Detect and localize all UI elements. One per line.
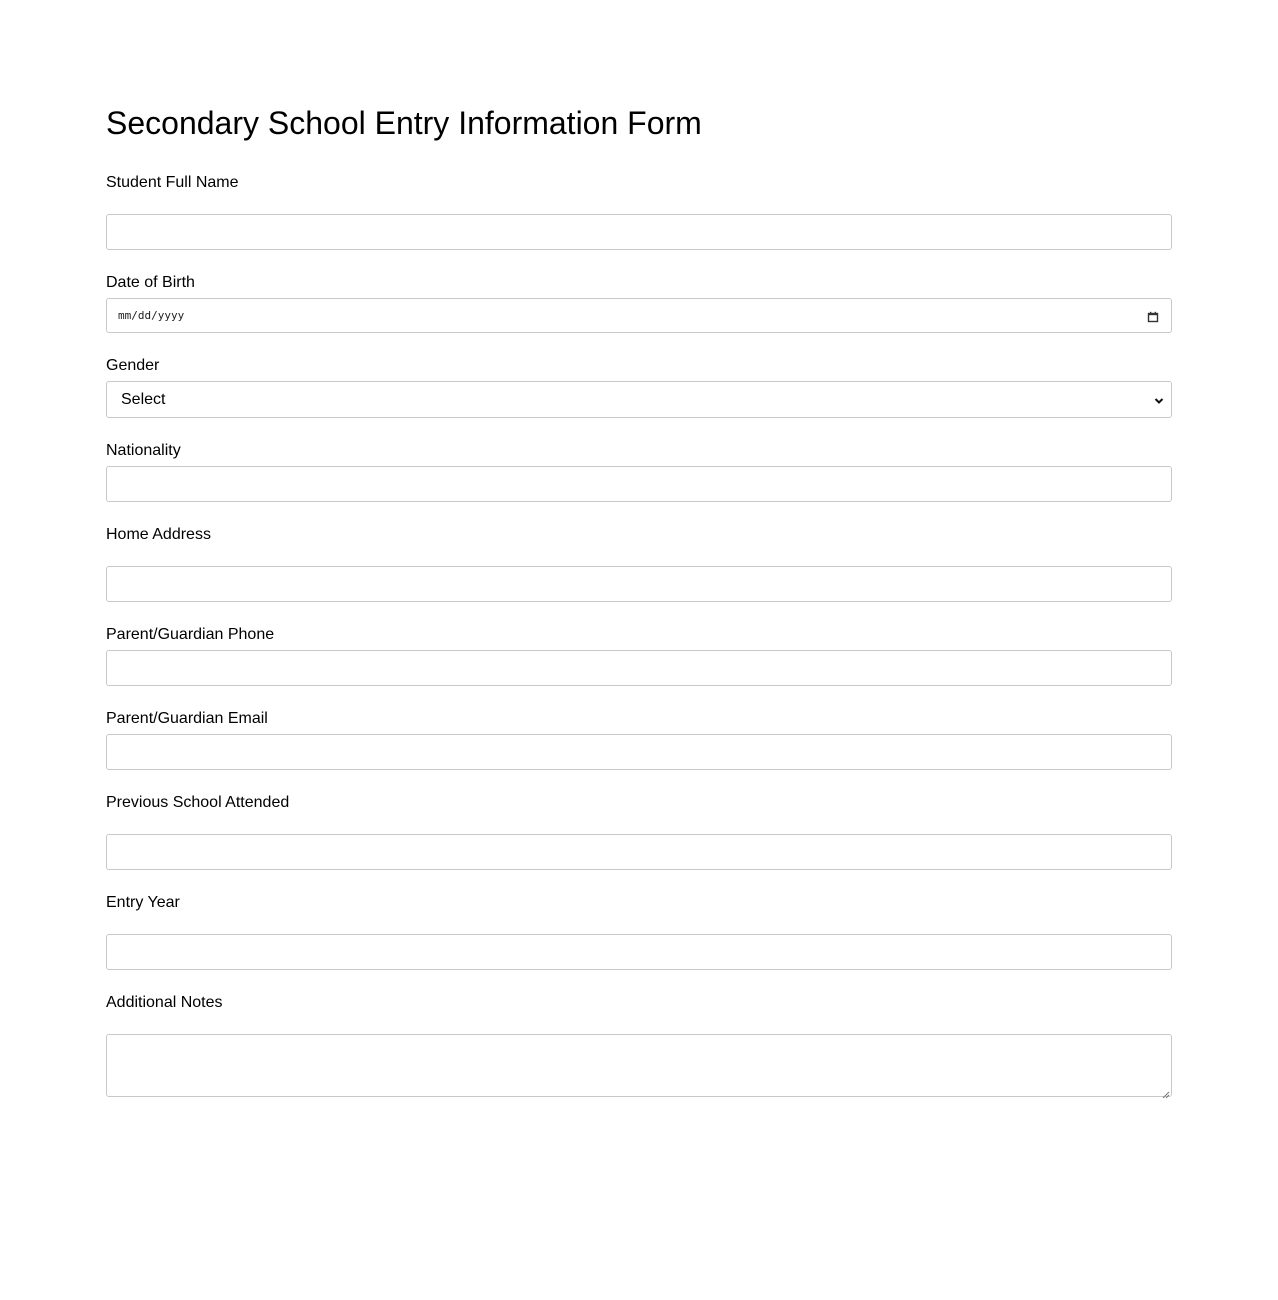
page-title: Secondary School Entry Information Form — [106, 105, 702, 141]
parent-email-input[interactable] — [106, 734, 1172, 770]
parent-phone-label: Parent/Guardian Phone — [106, 626, 275, 643]
home-address-label: Home Address — [106, 526, 211, 543]
student-full-name-label: Student Full Name — [106, 174, 239, 191]
date-of-birth-label: Date of Birth — [106, 274, 195, 291]
student-full-name-input[interactable] — [106, 214, 1172, 250]
date-placeholder: mm/dd/yyyy — [118, 309, 185, 322]
parent-phone-input[interactable] — [106, 650, 1172, 686]
home-address-input[interactable] — [106, 566, 1172, 602]
parent-email-label: Parent/Guardian Email — [106, 710, 268, 727]
resize-grip-icon[interactable] — [1161, 1086, 1170, 1095]
date-of-birth-input[interactable] — [106, 298, 1172, 333]
entry-year-label: Entry Year — [106, 894, 180, 911]
calendar-icon[interactable] — [1147, 310, 1159, 322]
gender-select[interactable] — [106, 381, 1172, 418]
gender-selected-value: Select — [121, 390, 166, 408]
gender-label: Gender — [106, 357, 160, 374]
entry-year-input[interactable] — [106, 934, 1172, 970]
previous-school-input[interactable] — [106, 834, 1172, 870]
nationality-label: Nationality — [106, 442, 181, 459]
chevron-down-icon — [1153, 394, 1165, 406]
additional-notes-textarea[interactable] — [106, 1034, 1172, 1097]
additional-notes-label: Additional Notes — [106, 994, 223, 1011]
previous-school-label: Previous School Attended — [106, 794, 290, 811]
nationality-input[interactable] — [106, 466, 1172, 502]
